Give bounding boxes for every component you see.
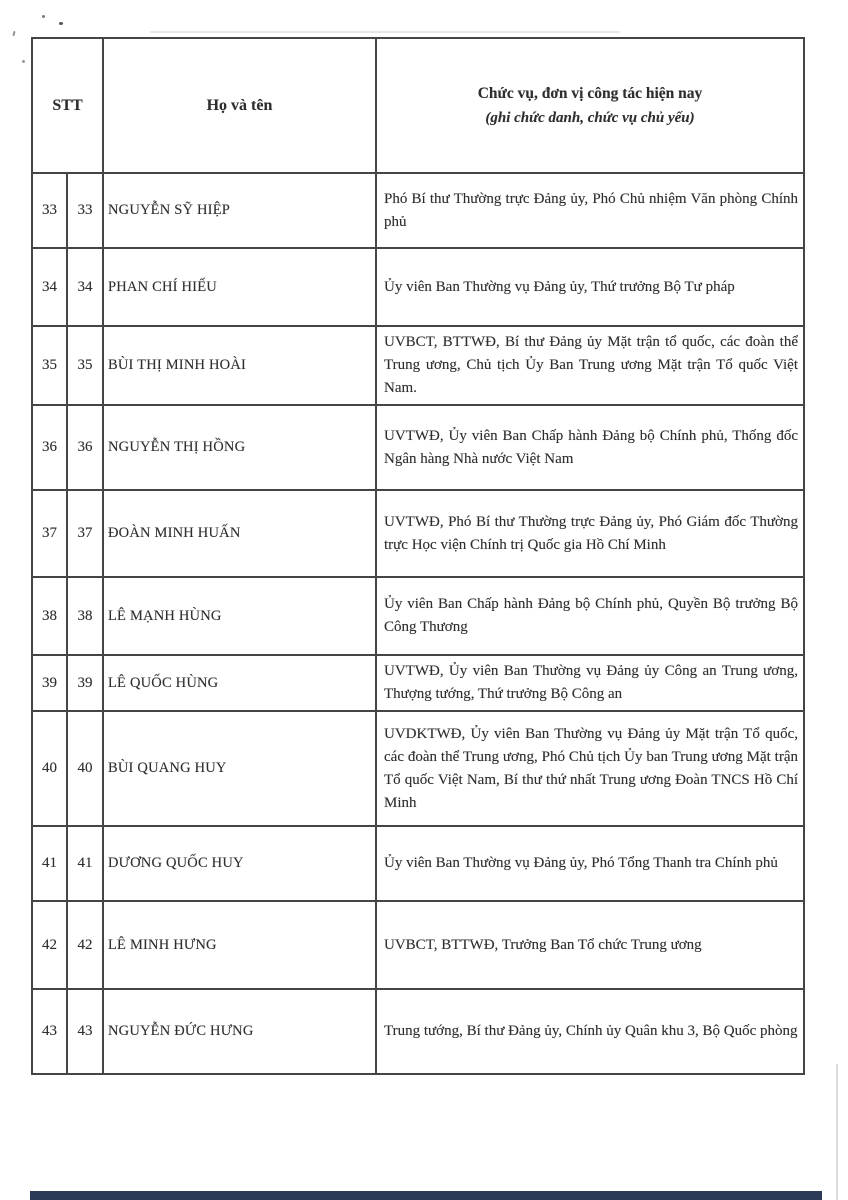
row-number-left: 35: [32, 326, 67, 405]
person-name: NGUYỄN THỊ HỒNG: [103, 405, 376, 490]
col-header-position: [376, 38, 804, 173]
person-position: UVTWĐ, Phó Bí thư Thường trực Đảng ủy, Phó Giám đốc Thường trực Học viện Chính trị Quốc gia Hồ Chí Minh: [376, 490, 804, 577]
row-number-right: 41: [67, 826, 103, 901]
col-header-name: Họ và tên: [103, 38, 376, 173]
person-name: ĐOÀN MINH HUẤN: [103, 490, 376, 577]
table-body: [32, 173, 804, 1074]
table-row: [32, 711, 804, 826]
person-name: LÊ QUỐC HÙNG: [103, 655, 376, 711]
table-row: [32, 655, 804, 711]
col-header-position-subtitle: (ghi chức danh, chức vụ chủ yếu): [485, 109, 695, 126]
row-number-right: 37: [67, 490, 103, 577]
scan-speck: [12, 31, 15, 36]
scan-speck: [42, 15, 45, 18]
row-number-left: 38: [32, 577, 67, 655]
row-number-left: 39: [32, 655, 67, 711]
row-number-right: 43: [67, 989, 103, 1074]
person-position: UVBCT, BTTWĐ, Bí thư Đảng ủy Mặt trận tổ quốc, các đoàn thể Trung ương, Chủ tịch Ủy Ban Trung ương Mặt trận Tổ quốc Việt Nam.: [376, 326, 804, 405]
row-number-left: 43: [32, 989, 67, 1074]
scan-smudge: [150, 31, 620, 33]
officials-table-container: [31, 37, 805, 1075]
row-number-left: 37: [32, 490, 67, 577]
table-row: [32, 248, 804, 326]
row-number-left: 36: [32, 405, 67, 490]
person-position: Ủy viên Ban Chấp hành Đảng bộ Chính phủ, Quyền Bộ trưởng Bộ Công Thương: [376, 577, 804, 655]
person-name: LÊ MẠNH HÙNG: [103, 577, 376, 655]
scan-speck: [22, 60, 25, 63]
col-header-position-title: Chức vụ, đơn vị công tác hiện nay: [477, 84, 703, 102]
table-row: [32, 326, 804, 405]
table-row: [32, 989, 804, 1074]
person-position: UVBCT, BTTWĐ, Trưởng Ban Tổ chức Trung ương: [376, 901, 804, 989]
row-number-left: 41: [32, 826, 67, 901]
row-number-right: 39: [67, 655, 103, 711]
table-row: [32, 577, 804, 655]
officials-table: [31, 37, 805, 1075]
person-name: BÙI QUANG HUY: [103, 711, 376, 826]
page-bottom-dark-bar: [30, 1191, 822, 1200]
scan-edge-line: [836, 1064, 838, 1200]
scan-speck: [59, 22, 63, 25]
person-name: DƯƠNG QUỐC HUY: [103, 826, 376, 901]
row-number-right: 40: [67, 711, 103, 826]
row-number-right: 38: [67, 577, 103, 655]
row-number-left: 40: [32, 711, 67, 826]
person-position: UVTWĐ, Ủy viên Ban Thường vụ Đảng ủy Công an Trung ương, Thượng tướng, Thứ trưởng Bộ Công an: [376, 655, 804, 711]
person-name: PHAN CHÍ HIẾU: [103, 248, 376, 326]
person-position: UVDKTWĐ, Ủy viên Ban Thường vụ Đảng ủy Mặt trận Tổ quốc, các đoàn thể Trung ương, Phó Chủ tịch Ủy ban Trung ương Mặt trận Tổ quốc Việt Nam, Bí thư thứ nhất Trung ương Đoàn TNCS Hồ Chí Minh: [376, 711, 804, 826]
row-number-right: 42: [67, 901, 103, 989]
table-row: [32, 826, 804, 901]
person-name: LÊ MINH HƯNG: [103, 901, 376, 989]
table-row: [32, 405, 804, 490]
row-number-right: 36: [67, 405, 103, 490]
person-name: NGUYỄN SỸ HIỆP: [103, 173, 376, 248]
person-position: Ủy viên Ban Thường vụ Đảng ủy, Thứ trưởng Bộ Tư pháp: [376, 248, 804, 326]
person-position: Ủy viên Ban Thường vụ Đảng ủy, Phó Tổng Thanh tra Chính phủ: [376, 826, 804, 901]
person-position: Trung tướng, Bí thư Đảng ủy, Chính ủy Quân khu 3, Bộ Quốc phòng: [376, 989, 804, 1074]
person-position: Phó Bí thư Thường trực Đảng ủy, Phó Chủ nhiệm Văn phòng Chính phủ: [376, 173, 804, 248]
row-number-right: 35: [67, 326, 103, 405]
row-number-right: 33: [67, 173, 103, 248]
person-position: UVTWĐ, Ủy viên Ban Chấp hành Đảng bộ Chính phủ, Thống đốc Ngân hàng Nhà nước Việt Nam: [376, 405, 804, 490]
row-number-left: 42: [32, 901, 67, 989]
row-number-left: 34: [32, 248, 67, 326]
person-name: BÙI THỊ MINH HOÀI: [103, 326, 376, 405]
person-name: NGUYỄN ĐỨC HƯNG: [103, 989, 376, 1074]
table-row: [32, 490, 804, 577]
col-header-stt: STT: [32, 38, 103, 173]
table-row: [32, 173, 804, 248]
row-number-left: 33: [32, 173, 67, 248]
table-row: [32, 901, 804, 989]
row-number-right: 34: [67, 248, 103, 326]
header-row: [32, 38, 804, 173]
